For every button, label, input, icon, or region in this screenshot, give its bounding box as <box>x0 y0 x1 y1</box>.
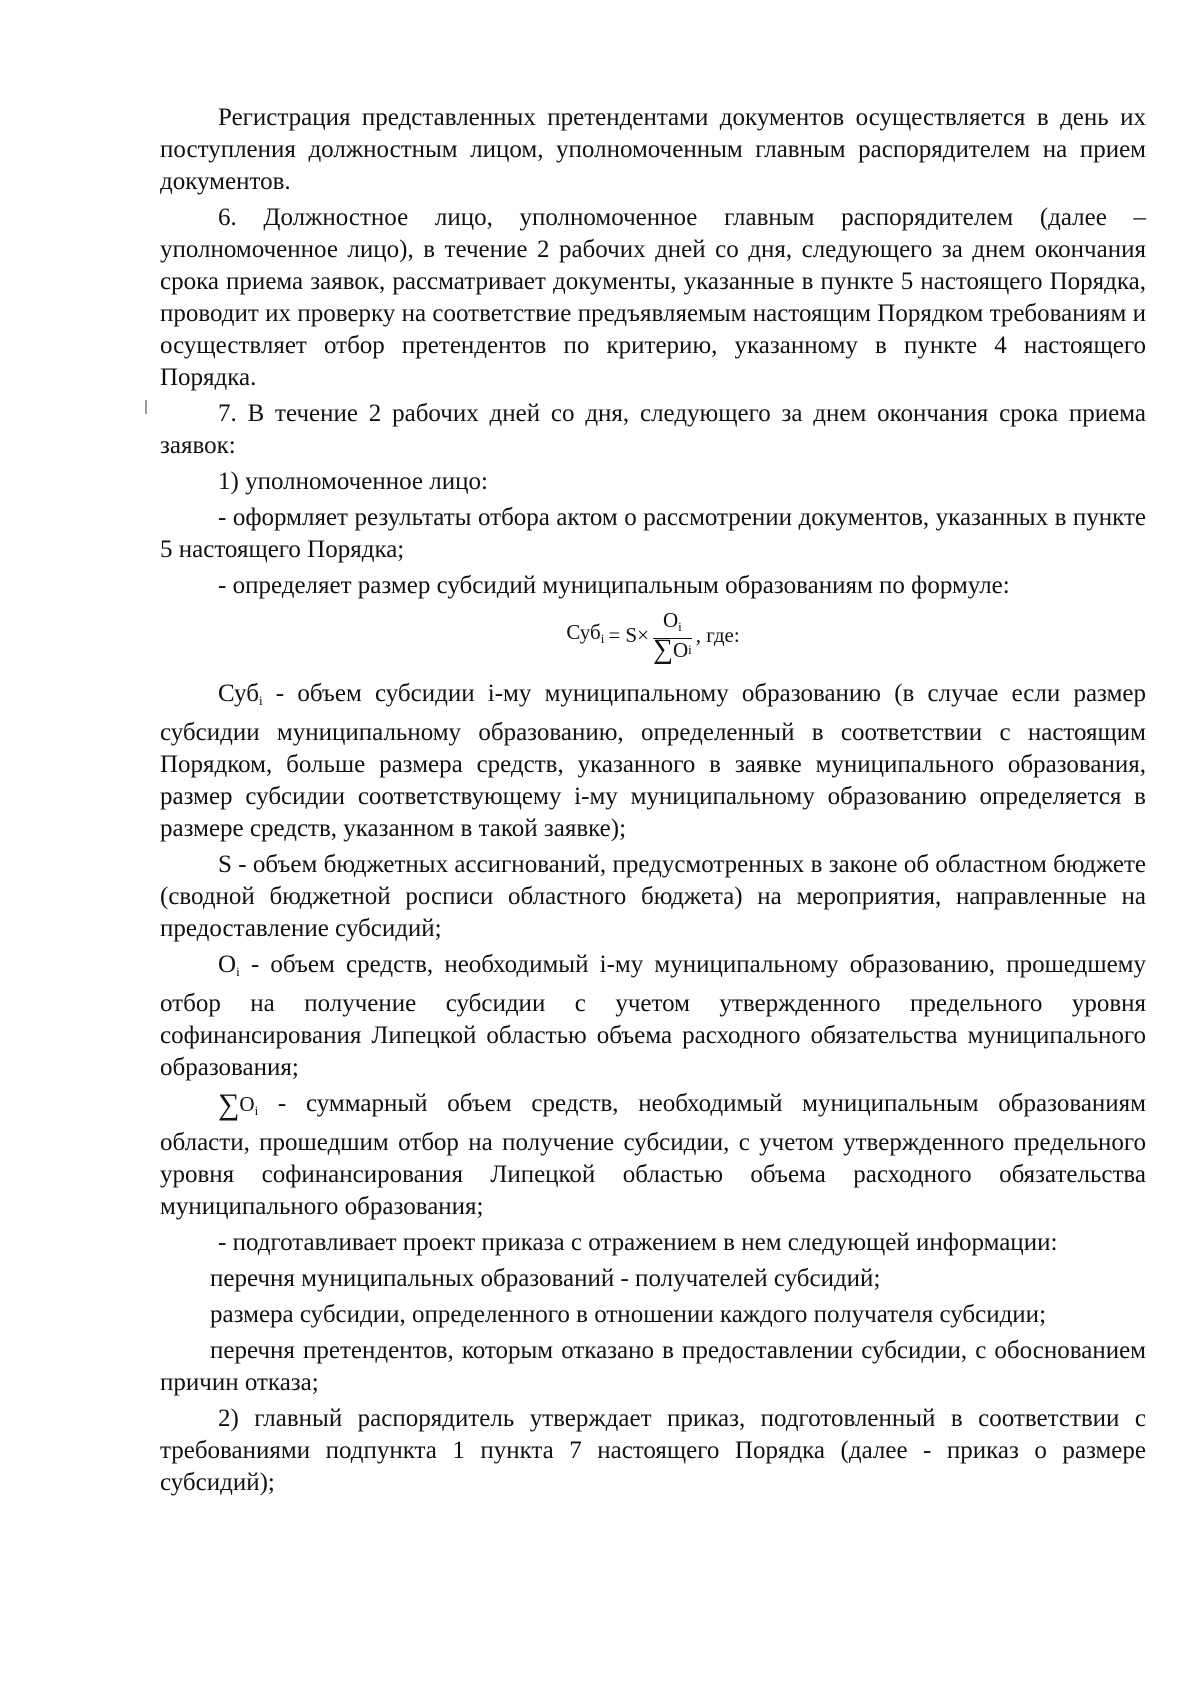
paragraph-item-6: 6. Должностное лицо, уполномоченное главным распорядителем (далее – уполномоченное лицо), в течение 2 рабочих дней со дня, следующего за днем окончания срока приема заявок, рассматривает документы, указанные в пункте 5 настоящего Порядка, проводит их проверку на соответствие предъявляемым настоящим Порядком требованиям и осуществляет отбор претендентов по критерию, указанному в пункте 4 настоящего Порядка. <box>160 204 1146 391</box>
formula-equals: = S× <box>608 623 649 647</box>
document-page <box>160 102 1146 1503</box>
bullet-act: - оформляет результаты отбора актом о рассмотрении документов, указанных в пункте 5 настоящего Порядка; <box>160 504 1146 563</box>
formula-fraction <box>652 608 692 665</box>
subitem-7-1: 1) уполномоченное лицо: <box>218 468 488 495</box>
formula-numerator: $O_i$ <box>653 609 692 639</box>
subitem-7-2: 2) главный распорядитель утверждает приказ, подготовленный в соответствии с требованиями подпункта 1 пункта 7 настоящего Порядка (далее - приказ о размере субсидий); <box>160 1405 1146 1496</box>
order-item-list: перечня муниципальных образований - получателей субсидий; <box>210 1265 881 1292</box>
paragraph-registration: Регистрация представленных претендентами документов осуществляется в день их поступления должностным лицом, уполномоченным главным распорядителем на прием документов. <box>160 104 1146 195</box>
definition-sum-oi: $\sum O_i$ - суммарный объем средств, необходимый муниципальным образованиям области, прошедшим отбор на получение субсидии, с учетом утвержденного предельного уровня софинансирования Липецкой областью объема расходного обязательства муниципального образования; <box>160 1088 1146 1220</box>
subsidy-formula <box>160 606 1146 664</box>
definition-sub: Суб$_i$ - объем субсидии i-му муниципальному образованию (в случае если размер субсидии муниципальному образованию, определенный в соответствии с настоящим Порядком, больше размера средств, указанного в заявке муниципального образования, размер субсидии соответствующему i-му муниципальному образованию определяется в размере средств, указанном в такой заявке); <box>160 680 1146 842</box>
order-item-size: размера субсидии, определенного в отношении каждого получателя субсидии; <box>210 1301 1047 1328</box>
sigma-inline-symbol: ∑ <box>218 1088 240 1121</box>
formula-denominator: ∑ O i <box>652 634 692 665</box>
definition-oi: $O_i$ - объем средств, необходимый i-му муниципальному образованию, прошедшему отбор на получение субсидии с учетом утвержденного предельного уровня софинансирования Липецкой областью объема расходного обязательства муниципального образования; <box>160 951 1146 1081</box>
bullet-formula-intro: - определяет размер субсидий муниципальным образованиям по формуле: <box>218 572 1010 599</box>
definition-s: S - объем бюджетных ассигнований, предусмотренных в законе об областном бюджете (сводной бюджетной росписи областного бюджета) на мероприятия, направленные на предоставление субсидий; <box>160 851 1146 942</box>
bullet-prepare-order: - подготавливает проект приказа с отражением в нем следующей информации: <box>218 1229 1058 1256</box>
formula-lhs: Суб$_i$ <box>566 619 605 646</box>
sigma-symbol: ∑ <box>652 634 673 665</box>
formula-suffix: , где: <box>695 623 740 647</box>
order-item-refused: перечня претендентов, которым отказано в предоставлении субсидии, с обоснованием причин отказа; <box>160 1337 1146 1396</box>
paragraph-item-7: 7. В течение 2 рабочих дней со дня, следующего за днем окончания срока приема заявок: <box>160 400 1146 459</box>
margin-mark <box>145 400 147 414</box>
